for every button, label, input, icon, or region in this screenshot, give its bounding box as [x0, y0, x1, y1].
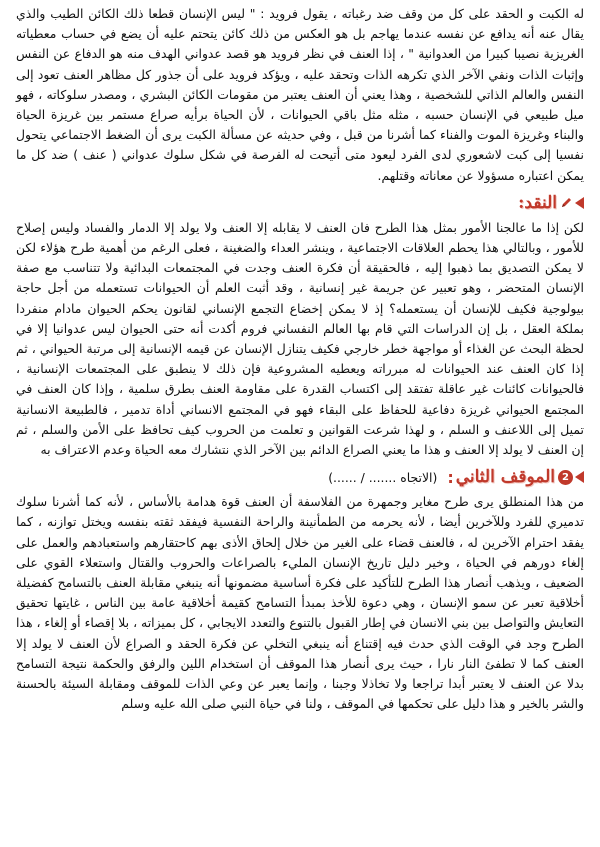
- critique-title: النقد:: [518, 192, 557, 213]
- arrow-bullet-icon: [575, 471, 584, 483]
- section-heading-position-two: [16, 464, 584, 490]
- paragraph-critique: لكن إذا ما عالجنا الأمور بمثل هذا الطرح فان العنف لا يقابله إلا العنف ولا يولد إلا الدمار والفساد وليس إصلاح للأمور ، وبالتالي هذا يحطم العلاقات الاجتماعية ، وينشر العداء والضغينة ، فعلى الرغم من أهمية طرح هؤلاء لكن لا يمكن التصديق بما ذهبوا إليه ، فالحقيقة أن فكرة العنف وجدت في المجتمعات البدائية ولا تتناسب مع صفة الإنسان المتحضر ، وهو تعبير عن جريمة غير إنسانية ، وقد أثبت العلم أن الحيوانات تستعمله من أجل حاجة بيولوجية فكيف للإنسان أن يستعمله؟ إذ لا يمكن إخضاع التجمع الإنساني لقانون يحكم الحيوان مادام منفردا بملكة العقل ، بل إن الدراسات التي قام بها العالم النفساني فروم أكدت أنه حتى الحيوان ليس عدوانيا إلا في لحظة البحث عن الغذاء أو مواجهة خطر خارجي فكيف يتنازل الإنسان عن قيمه الإنسانية إلى مرتبة الحيواني ، ثم إذا كان العنف عند الحيوانات له مبرراته ويعطيه المشروعية فإن ذلك لا ينطبق على المجتمعات الإنسانية ، فالحيوانات كائنات غير عاقلة تفتقد إلى اكتساب القدرة على مقاومة العنف بطرق سلمية ، وإذا كان العنف في المجتمع الحيواني غريزة دفاعية للحفاظ على البقاء فهو في المجتمع الانساني أداة تدمير ، فالطبيعة الانسانية تميل إلى اللاعنف و السلم ، و لهذا شرعت القوانين و تعلمت من الحروب كيف تحافظ على الأمن والسلم ، ثم إن العنف لا يولد إلا العنف و هذا ما يعني الصراع الدائم بين الآخر الذي نتشارك معه الحياة وعدم الاعتراف به: [16, 219, 584, 458]
- heading-separator: :: [447, 467, 454, 487]
- position-two-title: الموقف الثاني: [455, 467, 555, 488]
- section-heading-critique: [16, 190, 584, 216]
- number-badge: 2: [558, 470, 573, 485]
- pen-icon: [560, 196, 573, 209]
- arrow-bullet-icon: [575, 197, 584, 209]
- paragraph-freud: له الكبت و الحقد على كل من وقف ضد رغباته ، يقول فرويد : " ليس الإنسان قطعا ذلك الكائن الطيب والذي يقال عنه أنه يدافع عن نفسه عندما يهاجم بل هو العكس من ذلك كائن يتحتم عليه أن يضع في حساب معطياته الغريزية نصيبا كبيرا من العدوانية " ، إذا العنف في نظر فرويد هو قصد عدواني الهدف منه هو الدفاع عن النفس وإثبات الذات ونفي الآخر الذي تكرهه الذات وتحقد عليه ، ويؤكد فرويد على أن جذور كل مظاهر العنف تعود إلى النفس والعالم الذاتي للشخصية ، وهذا يعني أن العنف يعتبر من مقومات الكائن البشري ، ومصدر سلوكاته ، فهو ميل طبيعي في الإنسان حسبه ، مثله مثل باقي الحيوانات ، لأن الحياة برأيه صراع مستمر بين غريزة الحياة والبناء وغريزة الموت والفناء كما أشرنا من قبل ، وفي حديثه عن مسألة الكبت يرى أن الضغط الاجتماعي يتحول نفسيا إلى كبت لاشعوري لدى الفرد ليعود متى أتيحت له الفرصة في شكل سلوك عدواني ( عنف ) ضد كل ما يمكن اعتباره مسؤولا عن معاناته وقتلهم.: [16, 6, 584, 183]
- position-two-subtitle: (الاتجاه ....... / ......): [328, 469, 438, 485]
- paragraph-position-two: من هذا المنطلق يرى طرح مغاير وجمهرة من الفلاسفة أن العنف قوة هدامة بالأساس ، لأنه كما أشرنا سلوك تدميري للفرد وللآخرين أيضا ، لأنه يحرمه من الطمأنينة والراحة النفسية فيفقد ثقته بنفسه ويختل توازنه ، كما يفقد احترام الآخرين له ، فالعنف قضاء على الغير من خلال إلحاق الأذى بهم كاحتقارهم واستعبادهم والعمل على إلغاء دورهم في الحياة ، وخير دليل تاريخ الإنسان المليء بالصراعات والحروب والقتال واستعلاء القوي على الضعيف ، ويذهب أنصار هذا الطرح للتأكيد على فكرة أساسية مضمونها أنه ينبغي مقابلة العنف بالتسامح كفضيلة أخلاقية تعبر عن سمو الإنسان ، وهي دعوة للأخذ بمبدأ التسامح كقيمة أخلاقية عامة بين الناس ، غايتها تحقيق التعايش والتواصل بين بني الانسان في إطار القبول بالتنوع والتعدد الايجابي ، كل بميزاته ، بلا إقصاء أو إلغاء ، هذا الطرح وجد في الوقت الذي حدث فيه إقتناع أنه ينبغي التخلي عن فكرة الحقد و الصراع لأن العنف لا يولد إلا العنف كما لا تطفئ النار نارا ، حيث يرى أنصار هذا الموقف أن استخدام اللين والرفق والحكمة نتيجة التسامح بدلا عن العنف لا يعتبر أبدا تراجعا ولا تخاذلا وجبنا ، وإنما يعبر عن وعي الذات للموقف ومقابلة السيئة بالحسنة والشر بالخير و هذا دليل على تحكمها في الموقف ، ولنا في حياة النبي صلى الله عليه وسلم: [16, 494, 584, 712]
